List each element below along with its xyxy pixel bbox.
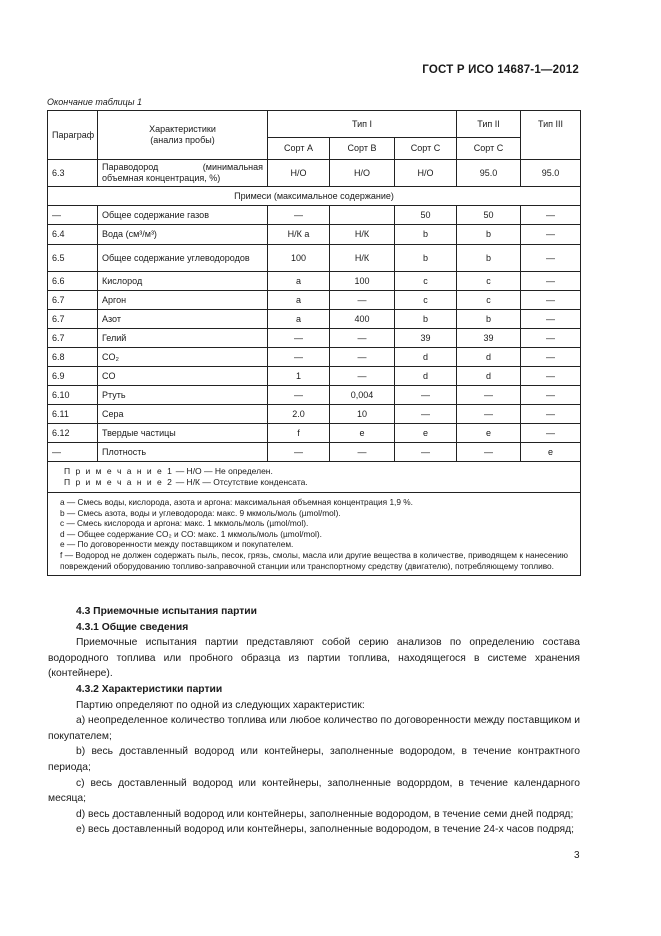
footnote-e: e — По договоренности между поставщиком и покупателем.	[60, 539, 294, 550]
cell-characteristic: Сера	[98, 405, 268, 424]
cell-grade-c: —	[395, 443, 457, 462]
footnote-c: c — Смесь кислорода и аргона: макс. 1 мкмоль/моль (µmol/mol).	[60, 518, 309, 529]
list-item: c) весь доставленный водород или контейнеры, заполненные водоррдом, в течение календарного месяца;	[48, 777, 580, 805]
cell-type2: 50	[457, 206, 521, 225]
cell-characteristic: Азот	[98, 310, 268, 329]
cell-grade-a: —	[268, 329, 330, 348]
cell-characteristic: Аргон	[98, 291, 268, 310]
cell-type2: d	[457, 348, 521, 367]
section-4-3-heading: 4.3 Приемочные испытания партии	[76, 606, 257, 617]
cell-grade-b: Н/О	[330, 160, 395, 187]
cell-grade-a: f	[268, 424, 330, 443]
cell-grade-c: b	[395, 310, 457, 329]
cell-characteristic: Вода (см³/м³)	[98, 225, 268, 245]
cell-characteristic: Ртуть	[98, 386, 268, 405]
note-2	[64, 477, 564, 488]
table-row	[48, 272, 581, 291]
cell-grade-b: Н/К	[330, 245, 395, 272]
table-notes	[48, 462, 581, 493]
cell-type3: —	[521, 329, 581, 348]
cell-paragraph: —	[48, 206, 98, 225]
table-row	[48, 424, 581, 443]
cell-grade-a: —	[268, 348, 330, 367]
header-grade-a: Сорт A	[268, 138, 330, 160]
specification-table	[47, 110, 581, 576]
cell-characteristic: Параводород (минимальная объемная концентрация, %)	[98, 160, 268, 187]
footnote-a: a — Смесь воды, кислорода, азота и аргона: максимальная объемная концентрация 1,9 %.	[60, 497, 413, 507]
cell-type2: c	[457, 291, 521, 310]
cell-grade-c: d	[395, 348, 457, 367]
cell-characteristic: Твердые частицы	[98, 424, 268, 443]
cell-paragraph: 6.3	[48, 160, 98, 187]
cell-grade-b: 0,004	[330, 386, 395, 405]
cell-characteristic: CO	[98, 367, 268, 386]
cell-type3: —	[521, 245, 581, 272]
cell-characteristic: Кислород	[98, 272, 268, 291]
section-4-3-1-text: Приемочные испытания партии представляют собой серию анализов по определению состава водородного топлива или пробного образца из партии топлива, находящегося в системе хранения (контейнере).	[48, 637, 580, 680]
header-grade-c1: Сорт C	[395, 138, 457, 160]
cell-type3: 95.0	[521, 160, 581, 187]
cell-grade-c: e	[395, 424, 457, 443]
cell-paragraph: 6.4	[48, 225, 98, 245]
header-grade-c2: Сорт C	[457, 138, 521, 160]
cell-grade-c: —	[395, 386, 457, 405]
cell-grade-b: 100	[330, 272, 395, 291]
note-1	[64, 466, 564, 477]
cell-grade-b: —	[330, 348, 395, 367]
cell-characteristic: Общее содержание углеводородов	[98, 245, 268, 272]
cell-type3: —	[521, 348, 581, 367]
cell-type3: —	[521, 291, 581, 310]
cell-characteristic: Плотность	[98, 443, 268, 462]
cell-type2: b	[457, 310, 521, 329]
footnote-f: f — Водород не должен содержать пыль, песок, грязь, смолы, масла или другие вещества в количестве, приводящем к нанесению повреждений оборудованию топливо-заправочной станции или транспортному средству (двигателю), потребляющему топливо.	[60, 549, 568, 571]
table-row	[48, 160, 581, 187]
cell-grade-b: 400	[330, 310, 395, 329]
table-row	[48, 245, 581, 272]
cell-grade-a: 100	[268, 245, 330, 272]
cell-paragraph: 6.7	[48, 291, 98, 310]
note-1-label: П р и м е ч а н и е 1	[64, 466, 174, 476]
cell-grade-b: —	[330, 329, 395, 348]
cell-type3: —	[521, 367, 581, 386]
table-row	[48, 386, 581, 405]
cell-grade-c: —	[395, 405, 457, 424]
list-item: d) весь доставленный водород или контейнеры, заполненные водородом, в течение семи дней подряд;	[76, 808, 574, 820]
header-characteristics-line1: Характеристики	[149, 124, 216, 134]
cell-paragraph: 6.7	[48, 310, 98, 329]
cell-grade-a: 2.0	[268, 405, 330, 424]
cell-type2: c	[457, 272, 521, 291]
cell-grade-a: —	[268, 443, 330, 462]
cell-grade-a: 1	[268, 367, 330, 386]
header-paragraph: Параграф	[48, 111, 98, 160]
cell-type2: 39	[457, 329, 521, 348]
cell-grade-a: a	[268, 291, 330, 310]
header-type3: Тип III	[521, 111, 581, 160]
cell-grade-a: —	[268, 206, 330, 225]
cell-type2: e	[457, 424, 521, 443]
cell-characteristic: Общее содержание газов	[98, 206, 268, 225]
cell-grade-c: 50	[395, 206, 457, 225]
cell-paragraph: 6.10	[48, 386, 98, 405]
document-header: ГОСТ Р ИСО 14687-1—2012	[422, 64, 579, 76]
cell-grade-a: Н/К a	[268, 225, 330, 245]
cell-grade-c: c	[395, 272, 457, 291]
impurities-heading: Примеси (максимальное содержание)	[48, 187, 581, 206]
cell-type2: —	[457, 386, 521, 405]
table-caption: Окончание таблицы 1	[47, 97, 142, 107]
table-row	[48, 367, 581, 386]
cell-type3: —	[521, 310, 581, 329]
section-4-3-2-heading: 4.3.2 Характеристики партии	[76, 683, 223, 695]
section-4-3-2-text: Партию определяют по одной из следующих характеристик:	[76, 699, 365, 711]
list-item: b) весь доставленный водород или контейнеры, заполненные водородом, в течение контрактного периода;	[48, 746, 580, 773]
table-footnotes	[48, 493, 581, 576]
cell-paragraph: 6.9	[48, 367, 98, 386]
cell-paragraph: 6.6	[48, 272, 98, 291]
cell-characteristic: Гелий	[98, 329, 268, 348]
cell-grade-a: a	[268, 272, 330, 291]
cell-type3: —	[521, 272, 581, 291]
cell-grade-c: 39	[395, 329, 457, 348]
cell-grade-b: Н/К	[330, 225, 395, 245]
cell-grade-b	[330, 206, 395, 225]
cell-paragraph: 6.7	[48, 329, 98, 348]
table-row	[48, 206, 581, 225]
cell-paragraph: 6.8	[48, 348, 98, 367]
cell-type3: —	[521, 386, 581, 405]
cell-grade-b: —	[330, 443, 395, 462]
table-row	[48, 329, 581, 348]
section-4-3-1-heading: 4.3.1 Общие сведения	[76, 621, 189, 633]
header-type2: Тип II	[457, 111, 521, 138]
cell-type2: d	[457, 367, 521, 386]
page-number: 3	[574, 850, 580, 861]
cell-paragraph: 6.5	[48, 245, 98, 272]
cell-grade-c: d	[395, 367, 457, 386]
list-item: e) весь доставленный водород или контейнеры, заполненные водородом, в течение 24-х часов подряд;	[76, 824, 575, 836]
list-item: а) неопределенное количество топлива или любое количество по договоренности между поставщиком и покупателем;	[48, 715, 580, 742]
cell-grade-c: b	[395, 225, 457, 245]
cell-type2: 95.0	[457, 160, 521, 187]
cell-grade-a: a	[268, 310, 330, 329]
cell-type2: b	[457, 225, 521, 245]
table-row	[48, 225, 581, 245]
header-characteristics	[98, 111, 268, 160]
cell-type2: —	[457, 405, 521, 424]
table-row	[48, 291, 581, 310]
cell-grade-c: c	[395, 291, 457, 310]
cell-type3: —	[521, 424, 581, 443]
cell-grade-b: e	[330, 424, 395, 443]
cell-grade-b: —	[330, 291, 395, 310]
cell-characteristic: CO₂	[98, 348, 268, 367]
cell-paragraph: 6.12	[48, 424, 98, 443]
table-row	[48, 405, 581, 424]
cell-type3: —	[521, 206, 581, 225]
note-1-text: — Н/О — Не определен.	[173, 466, 273, 476]
cell-grade-a: Н/О	[268, 160, 330, 187]
cell-grade-a: —	[268, 386, 330, 405]
note-2-label: П р и м е ч а н и е 2	[64, 477, 174, 487]
table-row	[48, 310, 581, 329]
note-2-text: — Н/К — Отсутствие конденсата.	[173, 477, 308, 487]
cell-grade-c: Н/О	[395, 160, 457, 187]
header-type1: Тип I	[268, 111, 457, 138]
impurity-rows	[48, 206, 581, 462]
cell-grade-c: b	[395, 245, 457, 272]
header-characteristics-line2: (анализ пробы)	[150, 135, 215, 145]
table-row	[48, 443, 581, 462]
body-text	[48, 604, 580, 838]
footnote-b: b — Смесь азота, воды и углеводорода: макс. 9 мкмоль/моль (µmol/mol).	[60, 507, 341, 518]
cell-paragraph: 6.11	[48, 405, 98, 424]
cell-grade-b: 10	[330, 405, 395, 424]
cell-type3: e	[521, 443, 581, 462]
cell-type2: —	[457, 443, 521, 462]
cell-type3: —	[521, 405, 581, 424]
cell-paragraph: —	[48, 443, 98, 462]
cell-grade-b: —	[330, 367, 395, 386]
cell-type2: b	[457, 245, 521, 272]
table-row	[48, 348, 581, 367]
cell-type3: —	[521, 225, 581, 245]
header-grade-b: Сорт B	[330, 138, 395, 160]
footnote-d: d — Общее содержание CO₂ и CO: макс. 1 мкмоль/моль (µmol/mol).	[60, 528, 322, 539]
